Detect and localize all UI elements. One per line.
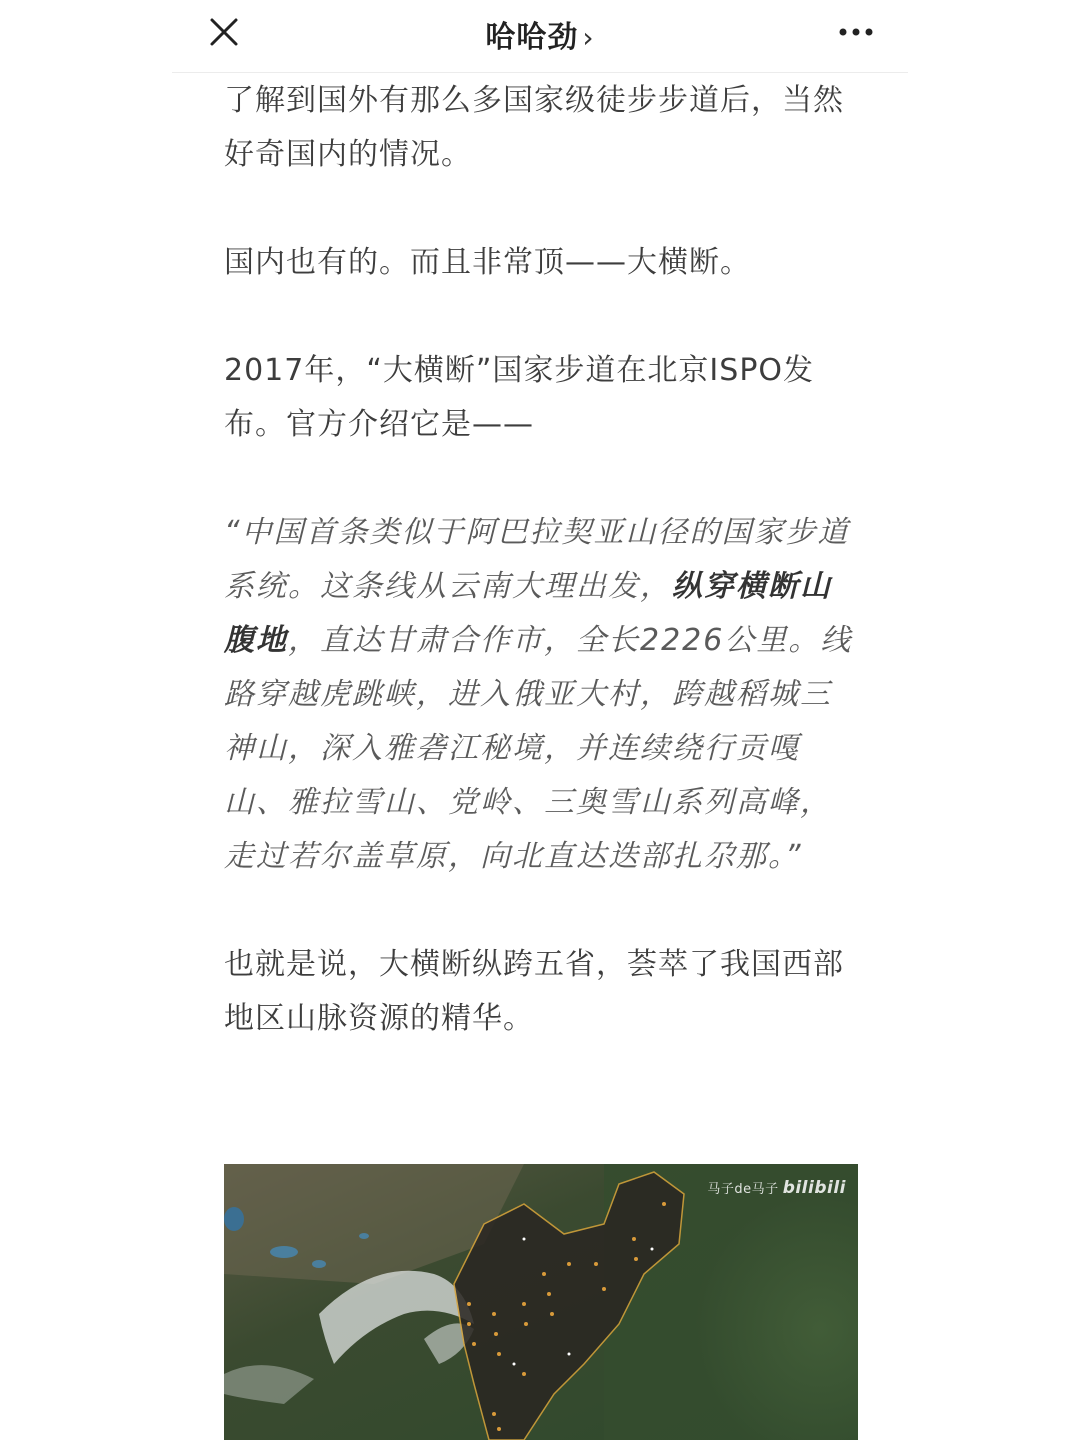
article-body — [224, 74, 860, 1046]
watermark — [707, 1178, 846, 1198]
paragraph-domestic: 国内也有的。而且非常顶——大横断。 — [224, 245, 751, 280]
trail-map-image[interactable] — [224, 1164, 858, 1440]
close-button[interactable] — [202, 10, 246, 54]
top-nav-bar — [172, 0, 908, 73]
quote-text-end: ，直达甘肃合作市，全长2226公里。线路穿越虎跳峡，进入俄亚大村，跨越稻城三神山，深入雅砻江秘境，并连续绕行贡嘎山、雅拉雪山、党岭、三奥雪山系列高峰，走过若尔盖草原，向北直达迭部扎尕那。” — [224, 623, 853, 874]
chevron-right-icon: › — [582, 21, 595, 54]
account-name: 哈哈劲 — [485, 20, 579, 55]
close-icon — [209, 17, 239, 47]
paragraph-announcement: 2017年，“大横断”国家步道在北京ISPO发布。官方介绍它是—— — [224, 353, 815, 442]
account-name-link[interactable] — [485, 20, 594, 55]
quote-text-start: “中国首条类似于阿巴拉契亚山径的国家步道系统。这条线从云南大理出发， — [224, 515, 850, 604]
account-title — [172, 12, 908, 56]
bilibili-logo: bilibili — [782, 1178, 846, 1198]
satellite-map-graphic — [224, 1164, 858, 1440]
more-button[interactable] — [834, 14, 878, 50]
more-dots-icon — [838, 27, 874, 37]
watermark-author: 马子de马子 — [707, 1182, 779, 1197]
official-quote — [224, 506, 860, 884]
paragraph-summary: 也就是说，大横断纵跨五省，荟萃了我国西部地区山脉资源的精华。 — [224, 947, 844, 1036]
paragraph-intro: 了解到国外有那么多国家级徒步步道后，当然好奇国内的情况。 — [224, 83, 844, 172]
quote-highlight: 纵穿横断山腹地 — [224, 569, 832, 658]
